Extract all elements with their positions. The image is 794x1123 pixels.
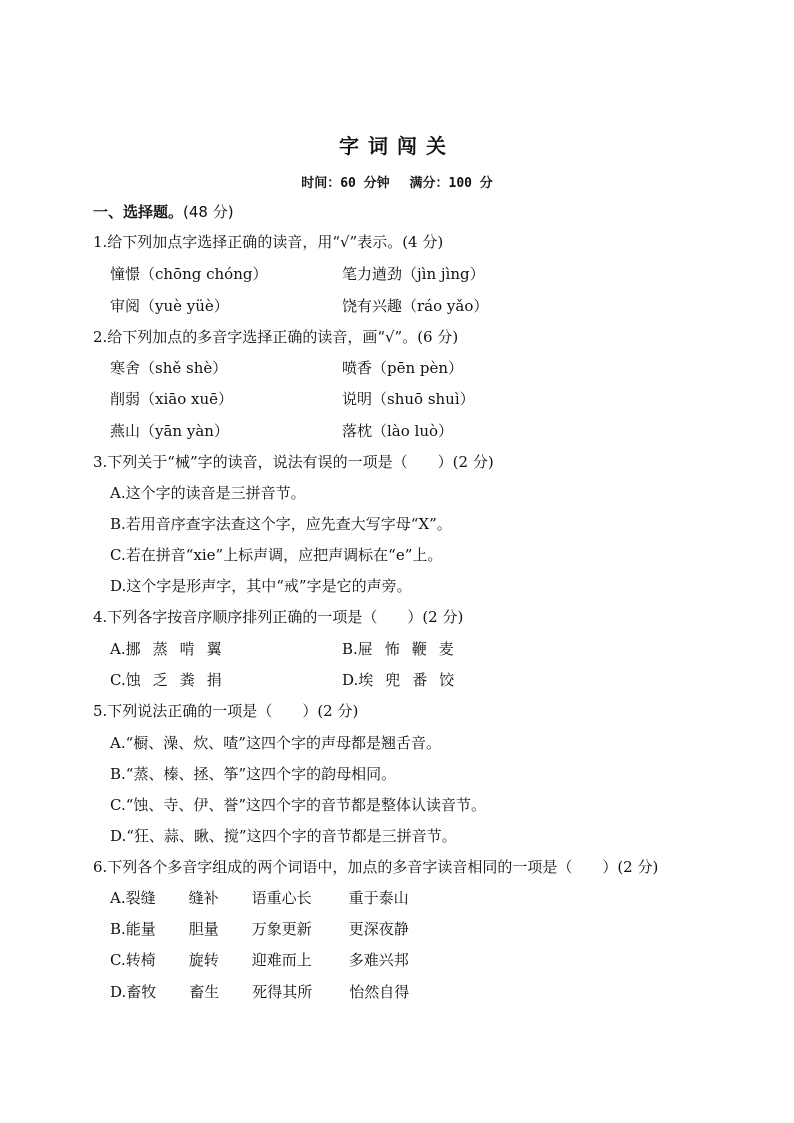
option-word: 旋转 bbox=[188, 951, 219, 969]
question-4: 4.下列各字按音序顺序排列正确的一项是（ ）(2 分) bbox=[93, 608, 464, 626]
q3-option-c: C.若在拼音“xie”上标声调，应把声调标在“e”上。 bbox=[110, 546, 443, 564]
option-char: 蒸 bbox=[152, 640, 168, 658]
q3-option-a: A.这个字的读音是三拼音节。 bbox=[110, 484, 306, 502]
option-char: 兜 bbox=[385, 671, 401, 689]
question-3: 3.下列关于“械”字的读音，说法有误的一项是（ ）(2 分) bbox=[93, 453, 494, 471]
question-1: 1.给下列加点字选择正确的读音，用“√”表示。(4 分) bbox=[93, 233, 444, 251]
q1-item: 憧憬（chōng chóng） bbox=[110, 265, 268, 283]
q2-item: 说明（shuō shuì） bbox=[342, 390, 475, 408]
q3-option-b: B.若用音序查字法查这个字，应先查大写字母“X”。 bbox=[110, 515, 452, 533]
question-2: 2.给下列加点的多音字选择正确的读音，画“√”。(6 分) bbox=[93, 328, 459, 346]
q4-option-c bbox=[110, 670, 234, 690]
section-title: 一、选择题。 bbox=[93, 203, 184, 221]
page-title: 字词闯关 bbox=[339, 134, 455, 158]
q1-item: 饶有兴趣（ráo yǎo） bbox=[342, 297, 489, 315]
q5-option-a: A.“橱、澡、炊、喳”这四个字的声母都是翘舌音。 bbox=[110, 734, 441, 752]
option-label: A. bbox=[110, 889, 126, 907]
option-char: 鞭 bbox=[411, 640, 427, 658]
q1-item: 审阅（yuè yüè） bbox=[110, 297, 229, 315]
q6-option-d bbox=[110, 982, 409, 1002]
q6-option-a bbox=[110, 888, 409, 908]
option-label: A. bbox=[110, 640, 126, 658]
option-label: C. bbox=[110, 671, 126, 689]
q2-item: 燕山（yān yàn） bbox=[110, 422, 229, 440]
question-6: 6.下列各个多音字组成的两个词语中，加点的多音字读音相同的一项是（ ）(2 分) bbox=[93, 858, 659, 876]
option-char: 屉 bbox=[357, 640, 373, 658]
option-char: 番 bbox=[412, 671, 428, 689]
option-word: 缝补 bbox=[188, 889, 219, 907]
option-char: 乏 bbox=[152, 671, 168, 689]
question-5: 5.下列说法正确的一项是（ ）(2 分) bbox=[93, 702, 359, 720]
q5-option-d: D.“狂、蒜、瞅、搅”这四个字的音节都是三拼音节。 bbox=[110, 827, 457, 845]
option-label: D. bbox=[342, 671, 359, 689]
section-score: (48 分) bbox=[183, 203, 234, 221]
q6-option-b bbox=[110, 919, 409, 939]
option-char: 挪 bbox=[125, 640, 141, 658]
option-char: 蚀 bbox=[125, 671, 141, 689]
q2-item: 寒舍（shě shè） bbox=[110, 359, 228, 377]
time-limit: 时间：60 分钟 bbox=[301, 176, 390, 191]
option-char: 啃 bbox=[179, 640, 195, 658]
option-word: 多难兴邦 bbox=[348, 951, 409, 969]
option-label: D. bbox=[110, 983, 127, 1001]
option-word: 转椅 bbox=[125, 951, 156, 969]
option-word: 胆量 bbox=[188, 920, 219, 938]
q4-option-b bbox=[342, 639, 466, 659]
q5-option-b: B.“蒸、榛、拯、筝”这四个字的韵母相同。 bbox=[110, 765, 397, 783]
q2-item: 落枕（lào luò） bbox=[342, 422, 454, 440]
full-score: 满分：100 分 bbox=[409, 176, 493, 191]
option-word: 更深夜静 bbox=[348, 920, 409, 938]
option-char: 埃 bbox=[358, 671, 374, 689]
option-char: 饺 bbox=[439, 671, 455, 689]
option-char: 翼 bbox=[206, 640, 222, 658]
q5-option-c: C.“蚀、寺、伊、誉”这四个字的音节都是整体认读音节。 bbox=[110, 796, 487, 814]
option-char: 粪 bbox=[179, 671, 195, 689]
q6-option-c bbox=[110, 950, 409, 970]
option-word: 畜生 bbox=[189, 983, 220, 1001]
q4-option-a bbox=[110, 639, 234, 659]
option-word: 裂缝 bbox=[125, 889, 156, 907]
option-word: 畜牧 bbox=[126, 983, 157, 1001]
option-char: 麦 bbox=[438, 640, 454, 658]
option-char: 怖 bbox=[384, 640, 400, 658]
q2-item: 削弱（xiāo xuē） bbox=[110, 390, 233, 408]
q2-item: 喷香（pēn pèn） bbox=[342, 359, 464, 377]
option-label: B. bbox=[342, 640, 358, 658]
q1-item: 笔力遒劲（jìn jìng） bbox=[342, 265, 485, 283]
option-label: C. bbox=[110, 951, 126, 969]
option-label: B. bbox=[110, 920, 126, 938]
option-word: 迎难而上 bbox=[251, 951, 312, 969]
option-word: 万象更新 bbox=[251, 920, 312, 938]
q4-option-d bbox=[342, 670, 466, 690]
option-word: 重于泰山 bbox=[348, 889, 409, 907]
option-word: 死得其所 bbox=[252, 983, 313, 1001]
section-heading bbox=[93, 202, 234, 222]
option-word: 语重心长 bbox=[251, 889, 312, 907]
option-char: 捐 bbox=[206, 671, 222, 689]
option-word: 能量 bbox=[125, 920, 156, 938]
exam-meta bbox=[0, 172, 794, 191]
option-word: 怡然自得 bbox=[349, 983, 410, 1001]
q3-option-d: D.这个字是形声字，其中“戒”字是它的声旁。 bbox=[110, 577, 412, 595]
